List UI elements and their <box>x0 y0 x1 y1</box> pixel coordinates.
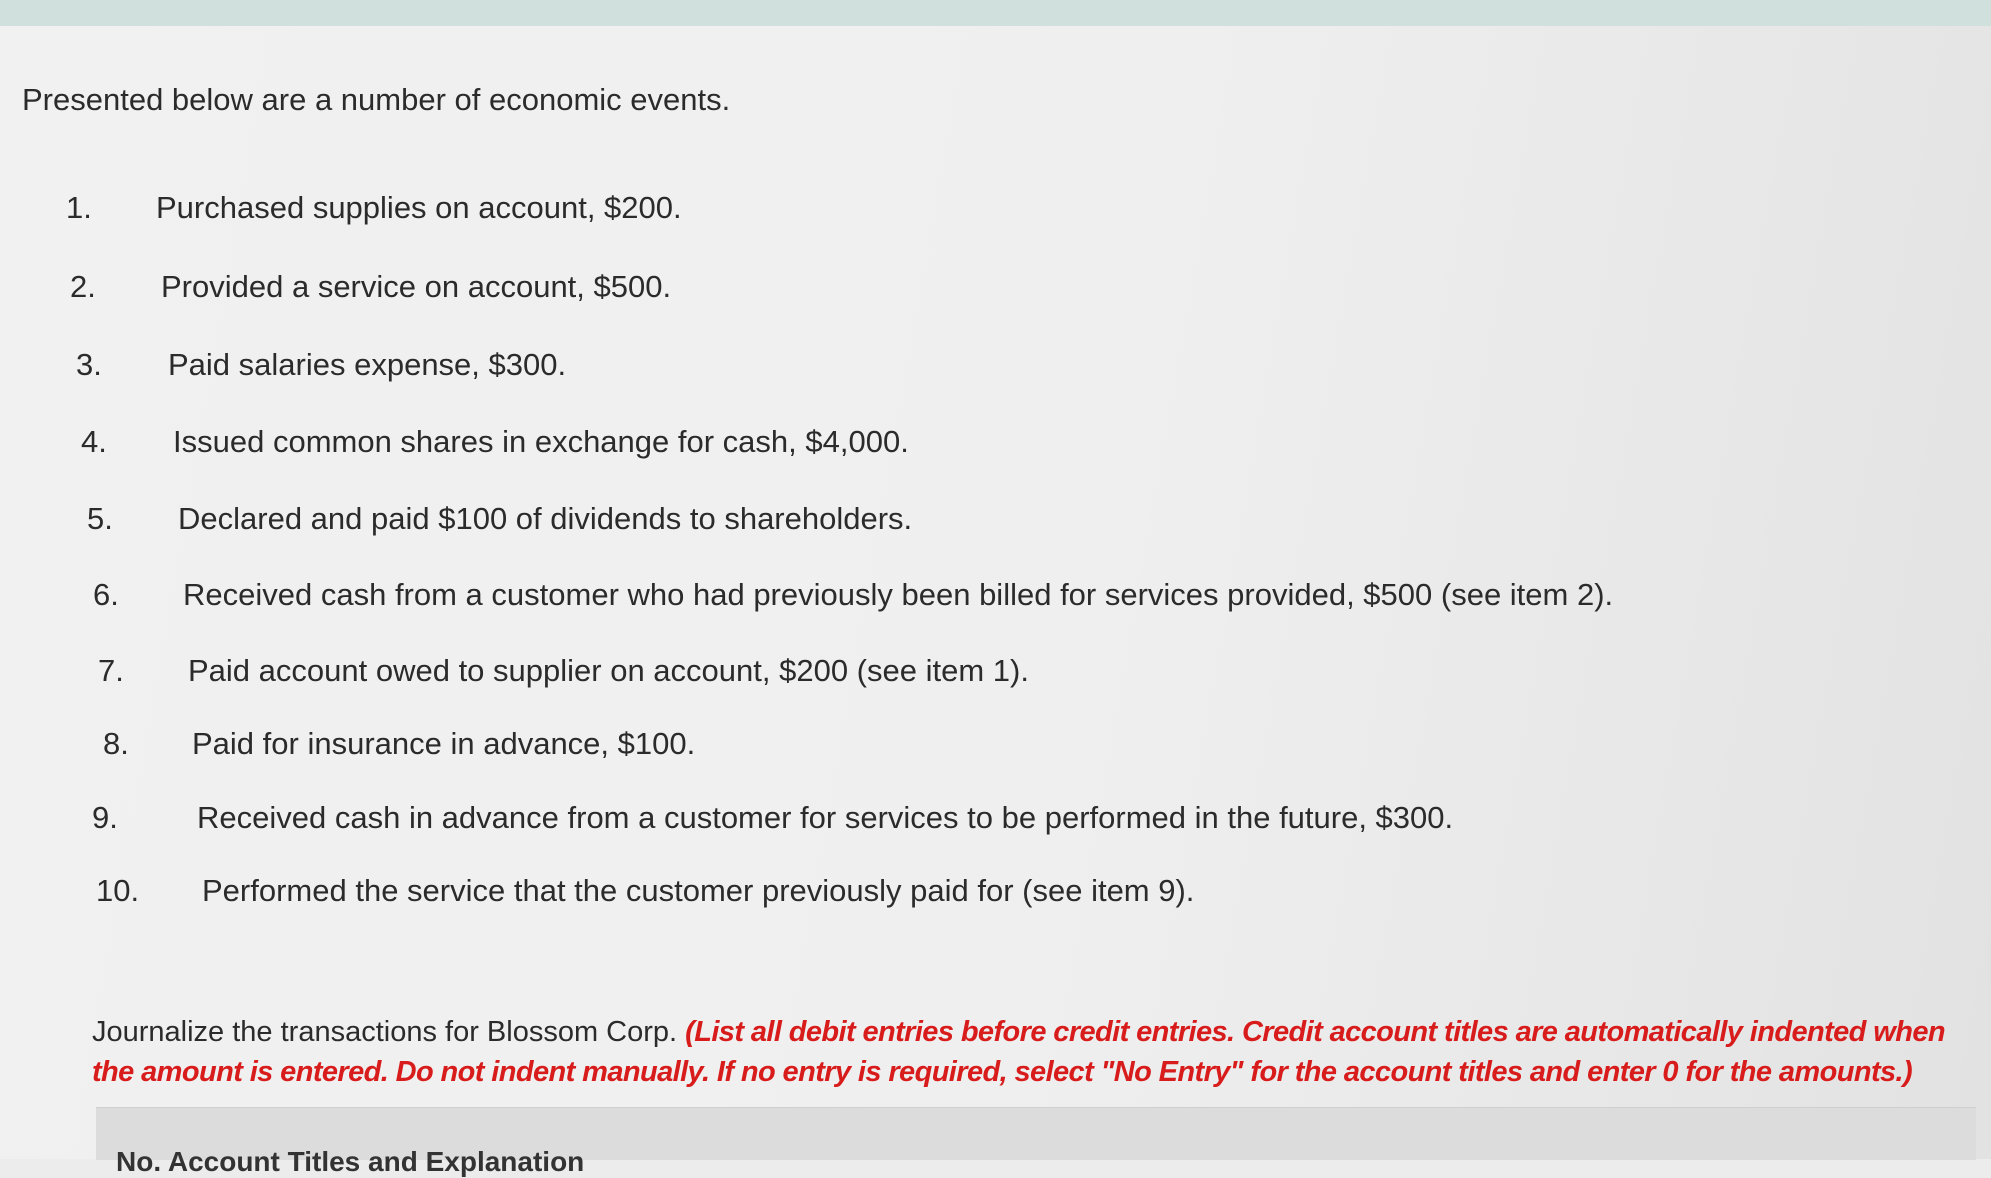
event-text: Received cash from a customer who had previously been billed for services provided, $500 (see item 2). <box>183 577 1614 612</box>
instruction-lead: Journalize the transactions for Blossom Corp. <box>92 1016 686 1048</box>
top-strip <box>0 0 1991 27</box>
event-number: 4. <box>81 424 107 459</box>
event-number: 1. <box>66 190 92 225</box>
event-text: Provided a service on account, $500. <box>161 269 672 304</box>
event-number: 2. <box>70 269 96 304</box>
event-text: Paid salaries expense, $300. <box>168 347 567 382</box>
table-header-label: No. Account Titles and Explanation <box>116 1146 585 1177</box>
event-text: Issued common shares in exchange for cash, $4,000. <box>173 424 909 459</box>
event-number: 8. <box>103 726 129 761</box>
journal-table-header <box>96 1107 1976 1177</box>
instruction-note: (List all debit entries before credit entries. Credit account titles are automatically indented when the amount is entered. Do not indent manually. If no entry is required, select "No Entry" for the account titles and enter 0 for the amounts.) <box>92 1016 1945 1088</box>
event-text: Declared and paid $100 of dividends to shareholders. <box>178 501 913 536</box>
event-text: Paid for insurance in advance, $100. <box>192 726 696 761</box>
event-number: 6. <box>93 577 119 612</box>
event-number: 10. <box>96 873 140 908</box>
event-text: Paid account owed to supplier on account, $200 (see item 1). <box>188 653 1029 688</box>
instruction-text <box>92 1012 1972 1092</box>
event-text: Purchased supplies on account, $200. <box>156 190 682 225</box>
event-text: Received cash in advance from a customer for services to be performed in the future, $300. <box>197 800 1454 835</box>
event-number: 9. <box>92 800 118 835</box>
question-intro: Presented below are a number of economic events. <box>22 82 731 117</box>
event-text: Performed the service that the customer previously paid for (see item 9). <box>202 873 1195 908</box>
question-panel <box>0 26 1991 1159</box>
event-number: 7. <box>98 653 124 688</box>
event-number: 5. <box>87 501 113 536</box>
event-number: 3. <box>76 347 102 382</box>
